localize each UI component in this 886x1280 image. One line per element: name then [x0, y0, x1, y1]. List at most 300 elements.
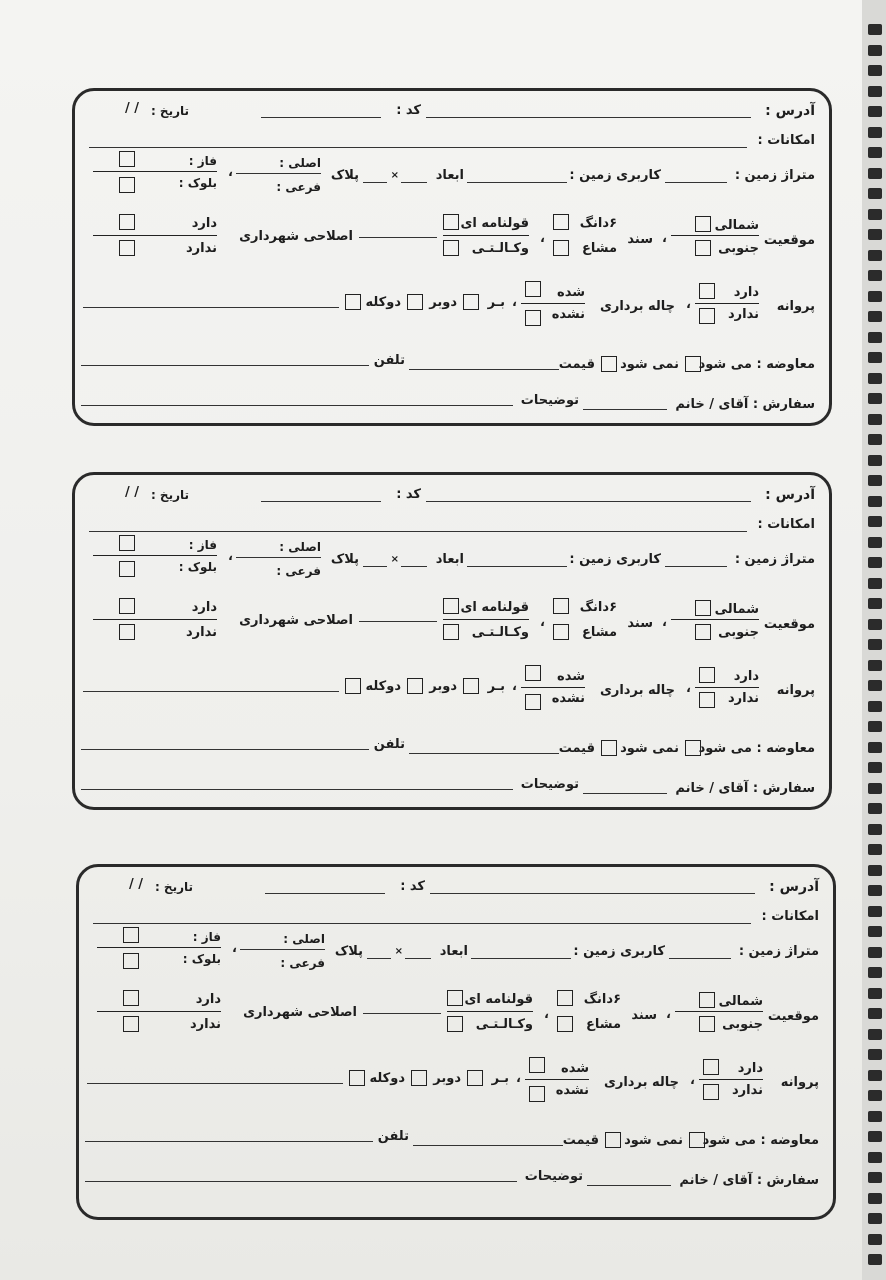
spiral-ring [868, 885, 882, 896]
promissory-label: قولنامه ای [464, 992, 533, 1007]
notes-label: توضیحات [524, 1169, 583, 1184]
excavation-done-label: شده [557, 285, 585, 300]
spiral-ring [868, 86, 882, 97]
spiral-ring [868, 106, 882, 117]
municipal-correction-label: اصلاحی شهرداری [239, 229, 353, 244]
spiral-ring [868, 660, 882, 671]
notes-label: توضیحات [520, 777, 579, 792]
excavation-label: چاله برداری [599, 683, 675, 698]
notes-field[interactable] [85, 1181, 517, 1182]
north-checkbox[interactable] [695, 600, 711, 616]
dimension-width-field[interactable] [363, 182, 387, 183]
license-hasnot-label: ندارد [731, 1083, 763, 1098]
deed-label: سند [627, 232, 653, 247]
deed-type-rule [443, 235, 529, 236]
phone-field[interactable] [81, 365, 369, 366]
facilities-field[interactable] [89, 531, 747, 532]
dimensions-x: × [390, 554, 399, 565]
correction-hasnot-checkbox[interactable] [119, 240, 135, 256]
comma-5: ، [512, 295, 517, 310]
comma-2: ، [666, 1007, 671, 1022]
shack-checkbox[interactable] [345, 294, 361, 310]
phase-block-rule [97, 947, 221, 948]
correction-has-checkbox[interactable] [123, 990, 139, 1006]
location-label: موقعیت [763, 233, 815, 248]
license-notes-field[interactable] [83, 307, 339, 308]
bar-checkbox[interactable] [463, 294, 479, 310]
spiral-ring [868, 967, 882, 978]
deed-type-rule [443, 619, 529, 620]
phase-checkbox[interactable] [123, 927, 139, 943]
spiral-ring [868, 475, 882, 486]
shack-label: دوکله [365, 679, 401, 694]
phase-label: فاز : [188, 154, 217, 168]
power-of-attorney-label: وکـالـتـی [475, 1017, 533, 1032]
land-use-field[interactable] [467, 566, 567, 567]
shared-checkbox[interactable] [557, 1016, 573, 1032]
plaque-label: پلاک [330, 552, 359, 567]
price-label: قیمت [558, 741, 595, 756]
shared-checkbox[interactable] [553, 240, 569, 256]
spiral-ring [868, 1234, 882, 1245]
six-dang-checkbox[interactable] [553, 598, 569, 614]
phone-field[interactable] [85, 1141, 373, 1142]
land-use-label: کاربری زمین : [569, 168, 661, 183]
land-use-field[interactable] [471, 958, 571, 959]
area-field[interactable] [665, 566, 727, 567]
excavation-rule [525, 1079, 589, 1080]
dimension-width-field[interactable] [367, 958, 391, 959]
exchange-label: معاوضه : می شود [702, 1133, 819, 1148]
exchange-yes-checkbox[interactable] [685, 356, 701, 372]
spiral-ring [868, 680, 882, 691]
plaque-fraction-rule [236, 557, 321, 558]
spiral-ring [868, 291, 882, 302]
plaque-main-label: اصلی : [279, 156, 321, 170]
correction-has-label: دارد [195, 992, 221, 1007]
exchange-yes-checkbox[interactable] [689, 1132, 705, 1148]
spiral-ring [868, 414, 882, 425]
facilities-field[interactable] [93, 923, 751, 924]
excavation-notdone-checkbox[interactable] [525, 694, 541, 710]
spiral-ring [868, 988, 882, 999]
excavation-done-checkbox[interactable] [525, 665, 541, 681]
license-hasnot-checkbox[interactable] [699, 308, 715, 324]
spiral-ring [868, 1172, 882, 1183]
order-name-field[interactable] [583, 793, 667, 794]
license-has-label: دارد [733, 285, 759, 300]
correction-rule [93, 619, 217, 620]
shared-checkbox[interactable] [553, 624, 569, 640]
comma-5: ، [512, 679, 517, 694]
deed-label: سند [631, 1008, 657, 1023]
price-field[interactable] [409, 753, 559, 754]
block-checkbox[interactable] [119, 561, 135, 577]
plaque-main-label: اصلی : [283, 932, 325, 946]
dimensions-label: ابعاد [435, 552, 464, 567]
shack-checkbox[interactable] [349, 1070, 365, 1086]
plaque-fraction-rule [240, 949, 325, 950]
deed-notes-field[interactable] [359, 237, 437, 238]
exchange-no-label: نمی شود [620, 357, 679, 372]
address-label: آدرس : [765, 487, 815, 503]
spiral-ring [868, 250, 882, 261]
code-label: کد : [400, 879, 425, 894]
phase-block-rule [93, 555, 217, 556]
phone-label: تلفن [373, 353, 405, 368]
dimensions-label: ابعاد [439, 944, 468, 959]
order-label: سفارش : آقای / خانم [675, 397, 815, 412]
power-of-attorney-checkbox[interactable] [443, 240, 459, 256]
two-sided-label: دوبر [429, 679, 457, 694]
power-of-attorney-label: وکـالـتـی [471, 625, 529, 640]
date-slashes[interactable]: / / [124, 485, 139, 500]
spiral-ring [868, 1070, 882, 1081]
land-use-label: کاربری زمین : [569, 552, 661, 567]
excavation-done-label: شده [561, 1061, 589, 1076]
spiral-ring [868, 1254, 882, 1265]
promissory-label: قولنامه ای [460, 216, 529, 231]
promissory-checkbox[interactable] [447, 990, 463, 1006]
spiral-ring [868, 639, 882, 650]
spiral-ring [868, 598, 882, 609]
south-checkbox[interactable] [695, 624, 711, 640]
address-field[interactable] [426, 117, 751, 118]
spiral-ring [868, 1090, 882, 1101]
deed-notes-field[interactable] [363, 1013, 441, 1014]
spiral-ring [868, 455, 882, 466]
comma-3: ، [540, 231, 545, 246]
location-rule [675, 1011, 763, 1012]
spiral-ring [868, 332, 882, 343]
six-dang-checkbox[interactable] [553, 214, 569, 230]
spiral-ring [868, 557, 882, 568]
land-use-label: کاربری زمین : [573, 944, 665, 959]
shack-label: دوکله [365, 295, 401, 310]
land-use-field[interactable] [467, 182, 567, 183]
power-of-attorney-label: وکـالـتـی [471, 241, 529, 256]
correction-hasnot-checkbox[interactable] [123, 1016, 139, 1032]
correction-has-checkbox[interactable] [119, 598, 135, 614]
location-rule [671, 235, 759, 236]
exchange-yes-checkbox[interactable] [685, 740, 701, 756]
block-label: بلوک : [178, 560, 217, 574]
excavation-notdone-checkbox[interactable] [525, 310, 541, 326]
license-rule [695, 303, 759, 304]
spiral-ring [868, 844, 882, 855]
area-field[interactable] [665, 182, 727, 183]
excavation-rule [521, 687, 585, 688]
order-name-field[interactable] [587, 1185, 671, 1186]
correction-hasnot-label: ندارد [189, 1017, 221, 1032]
correction-rule [93, 235, 217, 236]
facilities-label: امکانات : [761, 909, 819, 924]
license-has-checkbox[interactable] [699, 667, 715, 683]
spiral-ring [868, 352, 882, 363]
municipal-correction-label: اصلاحی شهرداری [239, 613, 353, 628]
correction-hasnot-label: ندارد [185, 625, 217, 640]
spiral-ring [868, 434, 882, 445]
order-label: سفارش : آقای / خانم [679, 1173, 819, 1188]
exchange-no-label: نمی شود [620, 741, 679, 756]
code-label: کد : [396, 487, 421, 502]
phone-label: تلفن [377, 1129, 409, 1144]
spiral-ring [868, 188, 882, 199]
exchange-no-label: نمی شود [624, 1133, 683, 1148]
power-of-attorney-checkbox[interactable] [447, 1016, 463, 1032]
phase-block-rule [93, 171, 217, 172]
dimensions-x: × [394, 946, 403, 957]
spiral-ring [868, 1193, 882, 1204]
phone-field[interactable] [81, 749, 369, 750]
dimensions-x: × [390, 170, 399, 181]
price-label: قیمت [562, 1133, 599, 1148]
plaque-sub-label: فرعی : [276, 180, 321, 194]
six-dang-checkbox[interactable] [557, 990, 573, 1006]
spiral-ring [868, 721, 882, 732]
plaque-sub-label: فرعی : [276, 564, 321, 578]
comma-3: ، [544, 1007, 549, 1022]
dimension-width-field[interactable] [363, 566, 387, 567]
code-field[interactable] [261, 501, 381, 502]
license-hasnot-checkbox[interactable] [703, 1084, 719, 1100]
correction-hasnot-checkbox[interactable] [119, 624, 135, 640]
comma: ، [228, 549, 233, 564]
license-hasnot-label: ندارد [727, 691, 759, 706]
spiral-ring [868, 742, 882, 753]
dimension-length-field[interactable] [401, 566, 427, 567]
spiral-ring [868, 311, 882, 322]
deed-notes-field[interactable] [359, 621, 437, 622]
excavation-done-checkbox[interactable] [529, 1057, 545, 1073]
excavation-notdone-label: نشده [551, 307, 585, 322]
deed-type-rule [447, 1011, 533, 1012]
license-label: پروانه [776, 683, 815, 698]
correction-has-label: دارد [191, 600, 217, 615]
date-slashes[interactable]: / / [124, 101, 139, 116]
code-field[interactable] [261, 117, 381, 118]
price-label: قیمت [558, 357, 595, 372]
spiral-ring [868, 270, 882, 281]
north-checkbox[interactable] [695, 216, 711, 232]
spiral-ring [868, 65, 882, 76]
spiral-ring [868, 1131, 882, 1142]
spiral-ring [868, 783, 882, 794]
facilities-label: امکانات : [757, 517, 815, 532]
date-label: تاریخ : [150, 104, 189, 118]
spiral-ring [868, 701, 882, 712]
order-name-field[interactable] [583, 409, 667, 410]
property-form-card [72, 472, 832, 810]
correction-hasnot-label: ندارد [185, 241, 217, 256]
notes-field[interactable] [81, 789, 513, 790]
exchange-label: معاوضه : می شود [698, 357, 815, 372]
comma-2: ، [662, 615, 667, 630]
shared-label: مشاع [585, 1017, 621, 1032]
excavation-notdone-checkbox[interactable] [529, 1086, 545, 1102]
phase-label: فاز : [192, 930, 221, 944]
exchange-no-checkbox[interactable] [605, 1132, 621, 1148]
comma-5: ، [516, 1071, 521, 1086]
comma: ، [228, 165, 233, 180]
property-form-card [76, 864, 836, 1220]
phase-checkbox[interactable] [119, 151, 135, 167]
spiral-ring [868, 393, 882, 404]
address-label: آدرس : [765, 103, 815, 119]
excavation-done-checkbox[interactable] [525, 281, 541, 297]
notes-label: توضیحات [520, 393, 579, 408]
license-hasnot-label: ندارد [727, 307, 759, 322]
dimension-length-field[interactable] [405, 958, 431, 959]
north-label: شمالی [714, 602, 759, 617]
south-checkbox[interactable] [699, 1016, 715, 1032]
spiral-ring [868, 824, 882, 835]
two-sided-label: دوبر [429, 295, 457, 310]
location-rule [671, 619, 759, 620]
facilities-label: امکانات : [757, 133, 815, 148]
license-has-label: دارد [737, 1061, 763, 1076]
license-label: پروانه [780, 1075, 819, 1090]
six-dang-label: ۶دانگ [579, 216, 617, 231]
promissory-checkbox[interactable] [443, 214, 459, 230]
license-notes-field[interactable] [87, 1083, 343, 1084]
spiral-ring [868, 1008, 882, 1019]
south-label: جنوبی [718, 625, 759, 640]
comma-2: ، [662, 231, 667, 246]
south-checkbox[interactable] [695, 240, 711, 256]
south-label: جنوبی [718, 241, 759, 256]
excavation-label: چاله برداری [599, 299, 675, 314]
plaque-sub-label: فرعی : [280, 956, 325, 970]
plaque-label: پلاک [330, 168, 359, 183]
spiral-ring [868, 537, 882, 548]
spiral-ring [868, 803, 882, 814]
code-field[interactable] [265, 893, 385, 894]
excavation-notdone-label: نشده [555, 1083, 589, 1098]
block-label: بلوک : [182, 952, 221, 966]
bar-label: بـر [491, 1071, 509, 1086]
promissory-checkbox[interactable] [443, 598, 459, 614]
date-slashes[interactable]: / / [128, 877, 143, 892]
north-checkbox[interactable] [699, 992, 715, 1008]
plaque-main-label: اصلی : [279, 540, 321, 554]
spiral-ring [868, 762, 882, 773]
shack-checkbox[interactable] [345, 678, 361, 694]
address-field[interactable] [426, 501, 751, 502]
address-label: آدرس : [769, 879, 819, 895]
bar-checkbox[interactable] [467, 1070, 483, 1086]
property-form-card [72, 88, 832, 426]
excavation-done-label: شده [557, 669, 585, 684]
location-label: موقعیت [763, 617, 815, 632]
license-rule [699, 1079, 763, 1080]
spiral-ring [868, 147, 882, 158]
bar-label: بـر [487, 679, 505, 694]
date-label: تاریخ : [154, 880, 193, 894]
excavation-notdone-label: نشده [551, 691, 585, 706]
spiral-ring [868, 24, 882, 35]
area-field[interactable] [669, 958, 731, 959]
spiral-ring [868, 209, 882, 220]
license-hasnot-checkbox[interactable] [699, 692, 715, 708]
dimensions-label: ابعاد [435, 168, 464, 183]
correction-has-checkbox[interactable] [119, 214, 135, 230]
spiral-ring [868, 926, 882, 937]
north-label: شمالی [714, 218, 759, 233]
correction-rule [97, 1011, 221, 1012]
spiral-ring [868, 906, 882, 917]
bar-checkbox[interactable] [463, 678, 479, 694]
price-field[interactable] [413, 1145, 563, 1146]
two-sided-checkbox[interactable] [411, 1070, 427, 1086]
spiral-ring [868, 1213, 882, 1224]
south-label: جنوبی [722, 1017, 763, 1032]
exchange-label: معاوضه : می شود [698, 741, 815, 756]
license-has-checkbox[interactable] [703, 1059, 719, 1075]
correction-has-label: دارد [191, 216, 217, 231]
exchange-no-checkbox[interactable] [601, 356, 617, 372]
license-has-checkbox[interactable] [699, 283, 715, 299]
bar-label: بـر [487, 295, 505, 310]
power-of-attorney-checkbox[interactable] [443, 624, 459, 640]
address-field[interactable] [430, 893, 755, 894]
notes-field[interactable] [81, 405, 513, 406]
facilities-field[interactable] [89, 147, 747, 148]
dimension-length-field[interactable] [401, 182, 427, 183]
six-dang-label: ۶دانگ [583, 992, 621, 1007]
spiral-ring [868, 516, 882, 527]
spiral-ring [868, 1111, 882, 1122]
spiral-binding [862, 0, 886, 1280]
license-notes-field[interactable] [83, 691, 339, 692]
shack-label: دوکله [369, 1071, 405, 1086]
spiral-ring [868, 1029, 882, 1040]
spiral-ring [868, 373, 882, 384]
price-field[interactable] [409, 369, 559, 370]
spiral-ring [868, 127, 882, 138]
plaque-fraction-rule [236, 173, 321, 174]
comma-3: ، [540, 615, 545, 630]
location-label: موقعیت [767, 1009, 819, 1024]
comma-4: ، [686, 681, 691, 696]
spiral-ring [868, 168, 882, 179]
spiral-ring [868, 1152, 882, 1163]
spiral-ring [868, 865, 882, 876]
spiral-ring [868, 229, 882, 240]
two-sided-checkbox[interactable] [407, 678, 423, 694]
two-sided-checkbox[interactable] [407, 294, 423, 310]
block-checkbox[interactable] [123, 953, 139, 969]
shared-label: مشاع [581, 625, 617, 640]
order-label: سفارش : آقای / خانم [675, 781, 815, 796]
spiral-ring [868, 496, 882, 507]
block-checkbox[interactable] [119, 177, 135, 193]
code-label: کد : [396, 103, 421, 118]
comma: ، [232, 941, 237, 956]
excavation-rule [521, 303, 585, 304]
phase-checkbox[interactable] [119, 535, 135, 551]
promissory-label: قولنامه ای [460, 600, 529, 615]
deed-label: سند [627, 616, 653, 631]
exchange-no-checkbox[interactable] [601, 740, 617, 756]
municipal-correction-label: اصلاحی شهرداری [243, 1005, 357, 1020]
comma-4: ، [690, 1073, 695, 1088]
license-label: پروانه [776, 299, 815, 314]
six-dang-label: ۶دانگ [579, 600, 617, 615]
two-sided-label: دوبر [433, 1071, 461, 1086]
spiral-ring [868, 1049, 882, 1060]
phone-label: تلفن [373, 737, 405, 752]
